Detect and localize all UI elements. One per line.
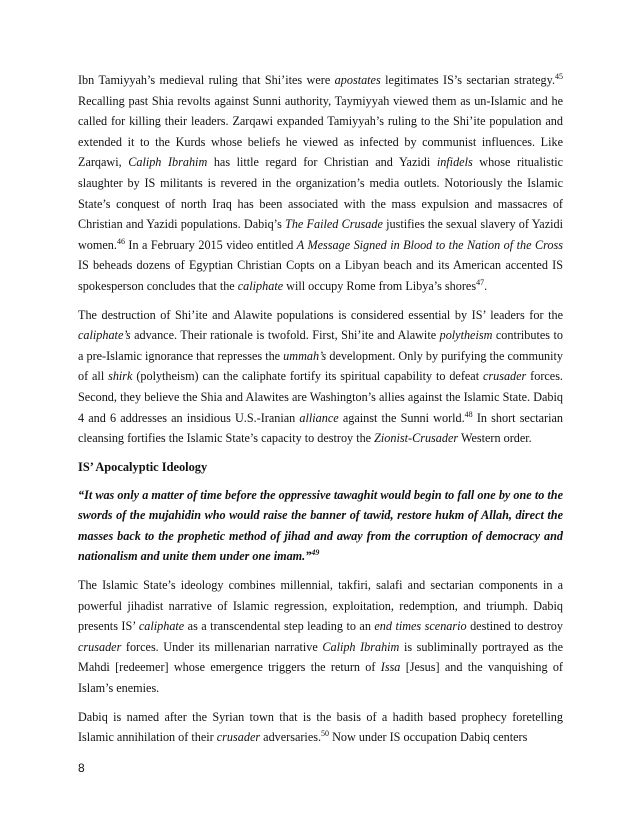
- block-quote: [78, 485, 563, 567]
- footnote-ref-48: 48: [464, 409, 473, 419]
- text-run: Now under IS occupation Dabiq centers: [329, 730, 528, 745]
- emphasis-video-title: A Message Signed in Blood to the Nation of the Cross: [296, 237, 563, 252]
- emphasis-zionist-crusader: Zionist-Crusader: [374, 431, 459, 446]
- section-heading: IS’ Apocalyptic Ideology: [78, 459, 208, 474]
- footnote-ref-45: 45: [555, 71, 563, 81]
- emphasis-caliphate: caliphate: [138, 619, 185, 634]
- text-run: against the Sunni world.: [338, 410, 465, 425]
- paragraph-tamiyyah-ruling: [78, 70, 563, 297]
- emphasis-caliphates: caliphate’s: [78, 328, 131, 343]
- emphasis-apostates: apostates: [334, 73, 381, 87]
- footnote-ref-47: 47: [476, 277, 485, 287]
- text-run: justifies the sexual slavery of Yazidi women.: [78, 217, 563, 252]
- text-run: Dabiq is named after the Syrian town that is the basis of a hadith based prophecy foretelling Islamic annihilation of their: [78, 709, 563, 745]
- text-run: [Jesus] and the vanquishing of Islam’s enemies.: [78, 660, 563, 696]
- text-run: Recalling past Shia revolts against Sunni authority, Taymiyyah viewed them as un-Islamic and he called for killing their leaders. Zarqawi expanded Tamiyyah’s ruling to the Shi’ite population and extended it to the Kurds whose beliefs he viewed as infected by communist influences. Like Zarqawi,: [78, 93, 563, 170]
- emphasis-caliph-ibrahim: Caliph Ibrahim: [128, 155, 208, 170]
- text-run: The destruction of Shi’ite and Alawite populations is considered essential by IS’ leaders for the: [78, 307, 563, 322]
- footnote-ref-49: 49: [311, 548, 320, 558]
- text-run: has little regard for Christian and Yazidi: [207, 155, 437, 170]
- page-number: 8: [78, 761, 85, 775]
- footnote-ref-50: 50: [321, 729, 330, 739]
- quote-text: “It was only a matter of time before the oppressive tawaghit would begin to fall one by one to the swords of the mujahidin who would raise the banner of tawid, restore hukm of Allah, direct the masses back to the prophetic method of jihad and away from the corruption of democracy and nationalism and unite them under one imam.”: [78, 487, 563, 564]
- text-run: development. Only by purifying the community of all: [78, 348, 563, 384]
- emphasis-crusader: crusader: [78, 639, 122, 654]
- footnote-ref-46: 46: [116, 236, 125, 246]
- document-body: [78, 70, 563, 756]
- emphasis-alliance: alliance: [299, 410, 339, 425]
- text-run: forces. Under its millenarian narrative: [121, 639, 323, 654]
- emphasis-shirk: shirk: [108, 369, 133, 384]
- paragraph-sectarian-destruction: [78, 305, 563, 449]
- text-run: .: [484, 278, 488, 293]
- paragraph-dabiq-name: [78, 707, 563, 748]
- text-run: In short sectarian cleansing fortifies the Islamic State’s capacity to destroy the: [78, 410, 563, 446]
- emphasis-polytheism: polytheism: [439, 328, 493, 343]
- text-run: is subliminally portrayed as the Mahdi [redeemer] whose emergence triggers the return of: [78, 639, 564, 675]
- emphasis-caliph-ibrahim: Caliph Ibrahim: [322, 639, 400, 654]
- text-run: adversaries.: [260, 730, 322, 745]
- text-run: contributes to a pre-Islamic ignorance that represses the: [78, 328, 563, 363]
- text-run: destined to destroy: [466, 619, 563, 634]
- text-run: In a February 2015 video entitled: [124, 237, 297, 252]
- text-run: The Islamic State’s ideology combines millennial, takfiri, salafi and sectarian components in a powerful jihadist narrative of Islamic regression, exploitation, redemption, and triumph. Dabiq presents IS’: [78, 578, 563, 634]
- text-run: (polytheism) can the caliphate fortify its spiritual capability to defeat: [132, 369, 483, 384]
- text-run: Western order.: [458, 431, 532, 446]
- text-run: Ibn Tamiyyah’s medieval ruling that Shi’ites were: [78, 73, 335, 87]
- text-run: will occupy Rome from Libya’s shores: [283, 278, 477, 293]
- emphasis-crusader: crusader: [216, 730, 261, 745]
- emphasis-ummahs: ummah’s: [283, 348, 327, 363]
- text-run: forces. Second, they believe the Shia and Alawites are Washington’s allies against the Islamic State. Dabiq 4 and 6 addresses an insidious U.S.-Iranian: [78, 369, 563, 425]
- text-run: as a transcendental step leading to an: [184, 619, 375, 634]
- text-run: whose ritualistic slaughter by IS militants is revered in the organization’s media outlets. Notoriously the Islamic State’s conquest of north Iraq has been associated with the mass expulsion and massacres of Christian and Yazidi populations. Dabiq’s: [78, 155, 564, 232]
- text-run: IS beheads dozens of Egyptian Christian Copts on a Libyan beach and its American accented IS spokesperson concludes that the: [78, 258, 563, 293]
- paragraph-ideology: [78, 575, 563, 699]
- text-run: legitimates IS’s sectarian strategy.: [380, 73, 555, 87]
- emphasis-crusader: crusader: [482, 369, 527, 384]
- text-run: advance. Their rationale is twofold. First, Shi’ite and Alawite: [130, 328, 440, 343]
- emphasis-infidels: infidels: [436, 155, 473, 170]
- emphasis-end-times: end times scenario: [374, 619, 467, 634]
- emphasis-issa: Issa: [380, 660, 401, 675]
- emphasis-caliphate: caliphate: [237, 278, 284, 293]
- emphasis-failed-crusade: The Failed Crusade: [285, 217, 383, 232]
